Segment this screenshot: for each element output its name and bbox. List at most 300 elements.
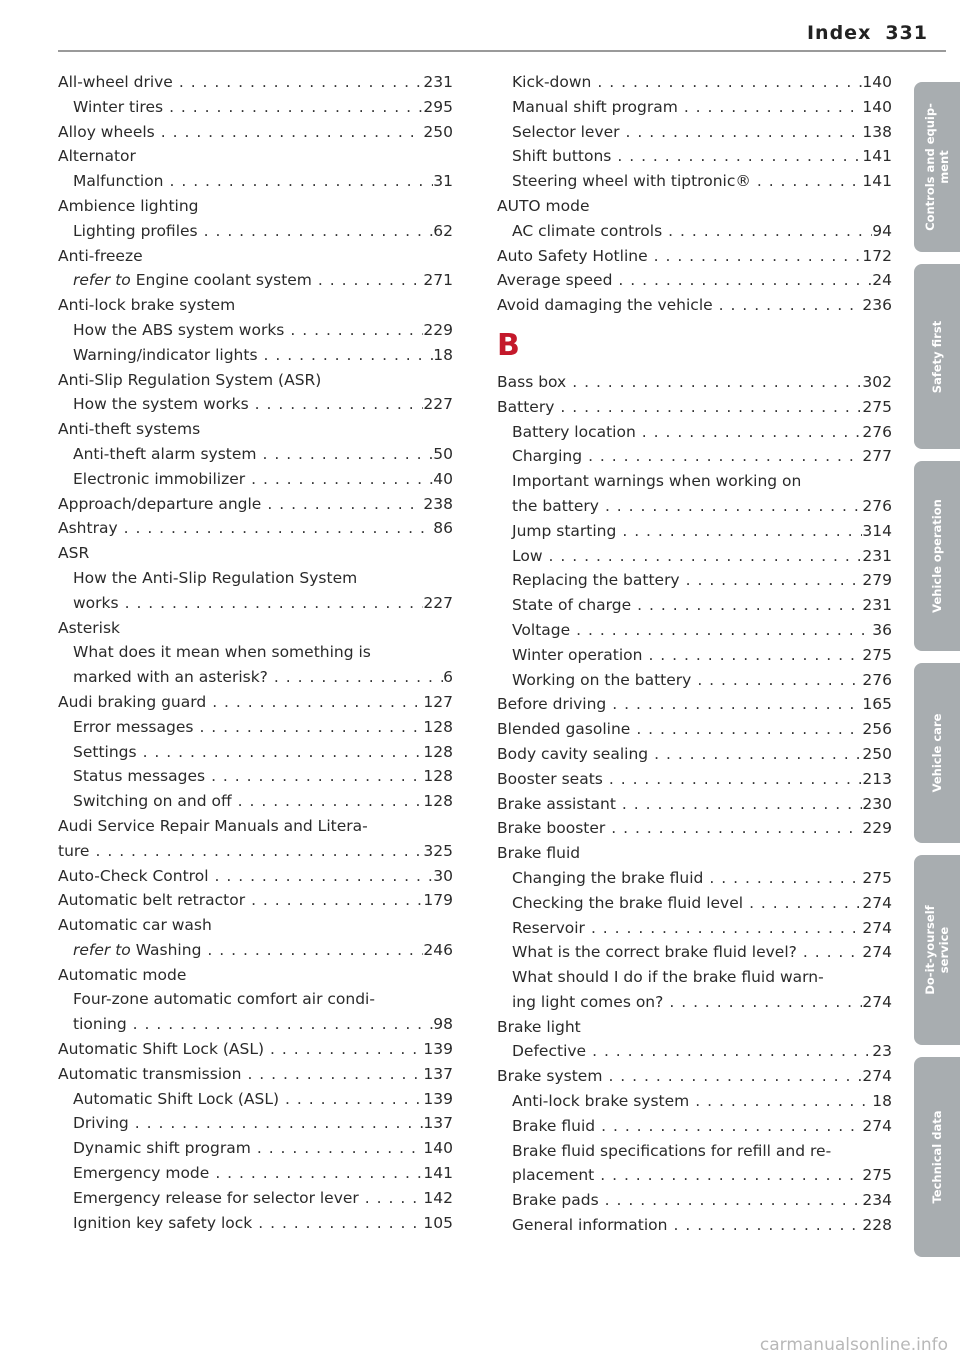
index-entry bbox=[497, 1139, 892, 1164]
dot-leader bbox=[257, 442, 434, 467]
page-ref: 86 bbox=[433, 519, 453, 538]
entry-text bbox=[58, 368, 321, 393]
dot-leader bbox=[648, 742, 862, 767]
page-ref: 275 bbox=[862, 397, 892, 416]
entry-label: Settings bbox=[73, 742, 137, 761]
page-ref: 234 bbox=[862, 1191, 892, 1210]
page-ref: 139 bbox=[423, 1040, 453, 1059]
dot-leader bbox=[603, 767, 863, 792]
dot-leader bbox=[155, 120, 424, 145]
entry-text bbox=[58, 194, 199, 219]
chapter-tab[interactable] bbox=[914, 1057, 960, 1257]
dot-leader bbox=[751, 169, 863, 194]
index-column-left bbox=[58, 70, 453, 1235]
dot-leader bbox=[164, 169, 434, 194]
watermark: carmanualsonline.info bbox=[759, 1335, 948, 1355]
entry-text bbox=[497, 742, 648, 767]
page-ref: 276 bbox=[862, 496, 892, 515]
entry-label: Reservoir bbox=[512, 918, 585, 937]
index-entry bbox=[497, 494, 892, 519]
index-entry bbox=[58, 1062, 453, 1087]
entry-text bbox=[512, 1139, 831, 1164]
page-ref: 277 bbox=[862, 447, 892, 466]
page-ref: 276 bbox=[862, 670, 892, 689]
entry-text bbox=[497, 767, 603, 792]
index-entry bbox=[58, 343, 453, 368]
index-entry bbox=[58, 1111, 453, 1136]
entry-text bbox=[73, 1111, 129, 1136]
index-entry bbox=[497, 568, 892, 593]
index-entry bbox=[58, 616, 453, 641]
index-entry bbox=[497, 816, 892, 841]
refer-to-label: refer to bbox=[73, 271, 131, 290]
index-entry bbox=[497, 866, 892, 891]
page-ref: 128 bbox=[423, 742, 453, 761]
index-entry bbox=[58, 913, 453, 938]
header-title: Index bbox=[806, 22, 872, 44]
entry-label: Kick-down bbox=[512, 73, 592, 91]
index-entry bbox=[58, 1186, 453, 1211]
dot-leader bbox=[678, 95, 863, 120]
entry-text bbox=[512, 544, 543, 569]
entry-label: Status messages bbox=[73, 767, 206, 786]
entry-label: Emergency mode bbox=[73, 1164, 210, 1183]
index-entry bbox=[497, 593, 892, 618]
index-entry bbox=[497, 244, 892, 269]
index-entry bbox=[497, 519, 892, 544]
index-entry bbox=[58, 392, 453, 417]
entry-text bbox=[512, 444, 582, 469]
entry-label: Voltage bbox=[512, 620, 571, 639]
entry-text bbox=[58, 293, 235, 318]
dot-leader bbox=[605, 816, 862, 841]
entry-label: Lighting profiles bbox=[73, 221, 198, 240]
entry-text bbox=[73, 715, 193, 740]
entry-label: Brake fluid specifications for refill and re- bbox=[512, 1141, 832, 1160]
entry-text bbox=[58, 864, 209, 889]
dot-leader bbox=[118, 516, 434, 541]
index-entry bbox=[58, 1087, 453, 1112]
page-ref: 140 bbox=[862, 97, 892, 116]
entry-text bbox=[497, 841, 580, 866]
entry-text bbox=[512, 219, 662, 244]
entry-label: Washing bbox=[135, 940, 202, 959]
entry-label: General information bbox=[512, 1216, 668, 1235]
page-ref: 128 bbox=[423, 767, 453, 786]
entry-label: How the ABS system works bbox=[73, 320, 285, 339]
page-ref: 128 bbox=[423, 792, 453, 811]
dot-leader bbox=[252, 1211, 423, 1236]
entry-label: Automatic Shift Lock (ASL) bbox=[73, 1089, 280, 1108]
entry-label: Auto Safety Hotline bbox=[497, 246, 648, 265]
entry-text bbox=[512, 965, 824, 990]
entry-text bbox=[73, 764, 205, 789]
page-ref: 105 bbox=[423, 1213, 453, 1232]
entry-text bbox=[512, 866, 703, 891]
dot-leader bbox=[595, 1114, 862, 1139]
dot-leader bbox=[616, 792, 863, 817]
index-entry bbox=[497, 767, 892, 792]
dot-leader bbox=[606, 692, 862, 717]
dot-leader bbox=[611, 144, 862, 169]
chapter-tab-line: Vehicle operation bbox=[930, 499, 944, 613]
entry-text bbox=[58, 120, 155, 145]
index-entry bbox=[497, 940, 892, 965]
dot-leader bbox=[620, 120, 863, 145]
chapter-tab-line: Do-it-yourself bbox=[923, 905, 937, 995]
page-ref: 36 bbox=[872, 620, 892, 639]
dot-leader bbox=[127, 1012, 434, 1037]
index-entry bbox=[58, 219, 453, 244]
dot-leader bbox=[205, 764, 423, 789]
index-entry bbox=[497, 965, 892, 990]
entry-text bbox=[58, 417, 200, 442]
entry-label: Automatic car wash bbox=[58, 916, 212, 935]
dot-leader bbox=[680, 568, 863, 593]
dot-leader bbox=[209, 864, 434, 889]
entry-text bbox=[512, 891, 743, 916]
index-entry bbox=[58, 665, 453, 690]
index-entry bbox=[497, 916, 892, 941]
chapter-tab[interactable] bbox=[914, 82, 960, 252]
dot-leader bbox=[359, 1186, 424, 1211]
entry-text bbox=[73, 343, 258, 368]
index-entry bbox=[497, 293, 892, 318]
entry-label: Ambience lighting bbox=[58, 196, 199, 215]
index-entry bbox=[58, 268, 453, 293]
entry-text bbox=[497, 717, 630, 742]
entry-text bbox=[512, 568, 680, 593]
entry-label: Electronic immobilizer bbox=[73, 469, 246, 488]
chapter-tab-label bbox=[930, 320, 944, 392]
entry-text bbox=[58, 492, 261, 517]
entry-text bbox=[58, 839, 89, 864]
index-entry bbox=[58, 70, 453, 95]
entry-text bbox=[512, 1114, 595, 1139]
entry-text bbox=[58, 913, 212, 938]
entry-label: Important warnings when working on bbox=[512, 472, 802, 491]
page-ref: 229 bbox=[862, 819, 892, 838]
dot-leader bbox=[554, 395, 862, 420]
dot-leader bbox=[585, 916, 862, 941]
entry-text bbox=[73, 95, 163, 120]
dot-leader bbox=[268, 665, 443, 690]
entry-label: Checking the brake fluid level bbox=[512, 893, 744, 912]
page-ref: 230 bbox=[862, 794, 892, 813]
page-ref: 141 bbox=[862, 147, 892, 166]
entry-text bbox=[512, 618, 570, 643]
dot-leader bbox=[284, 318, 423, 343]
dot-leader bbox=[89, 839, 423, 864]
entry-text bbox=[512, 643, 642, 668]
index-entry bbox=[497, 95, 892, 120]
entry-label: What is the correct brake fluid level? bbox=[512, 943, 797, 962]
dot-leader bbox=[599, 1188, 863, 1213]
entry-label: Before driving bbox=[497, 695, 607, 714]
index-entry bbox=[497, 717, 892, 742]
dot-leader bbox=[703, 866, 862, 891]
dot-leader bbox=[689, 1089, 872, 1114]
entry-label: Body cavity sealing bbox=[497, 744, 649, 763]
page-ref: 213 bbox=[862, 769, 892, 788]
entry-text bbox=[58, 144, 136, 169]
entry-text bbox=[512, 1039, 586, 1064]
entry-label: What should I do if the brake fluid warn- bbox=[512, 968, 824, 987]
chapter-tab-label bbox=[930, 1110, 944, 1203]
dot-leader bbox=[667, 1213, 862, 1238]
index-entry bbox=[497, 268, 892, 293]
dot-leader bbox=[663, 990, 862, 1015]
entry-text bbox=[512, 1089, 689, 1114]
page-ref: 227 bbox=[423, 593, 453, 612]
index-entry bbox=[58, 417, 453, 442]
dot-leader bbox=[599, 494, 862, 519]
chapter-tab-label bbox=[923, 905, 951, 994]
dot-leader bbox=[201, 938, 423, 963]
chapter-tab[interactable] bbox=[914, 461, 960, 651]
entry-label: Brake assistant bbox=[497, 794, 616, 813]
index-entry bbox=[58, 1211, 453, 1236]
entry-label: Engine coolant system bbox=[135, 271, 312, 290]
index-entry bbox=[58, 864, 453, 889]
page-ref: 23 bbox=[872, 1042, 892, 1061]
chapter-tab-label bbox=[923, 103, 951, 231]
index-entry bbox=[497, 692, 892, 717]
page-ref: 231 bbox=[862, 596, 892, 615]
entry-text bbox=[58, 516, 118, 541]
entry-label: Emergency release for selector lever bbox=[73, 1188, 359, 1207]
entry-label: Anti-lock brake system bbox=[512, 1092, 690, 1111]
index-entry bbox=[497, 643, 892, 668]
page-ref: 18 bbox=[872, 1092, 892, 1111]
index-entry bbox=[497, 891, 892, 916]
page-ref: 325 bbox=[423, 841, 453, 860]
entry-text bbox=[73, 268, 312, 293]
entry-label: works bbox=[73, 593, 119, 612]
dot-leader bbox=[797, 940, 863, 965]
index-entry bbox=[58, 987, 453, 1012]
dot-leader bbox=[691, 668, 862, 693]
entry-label: Automatic belt retractor bbox=[58, 891, 246, 910]
entry-label: What does it mean when something is bbox=[73, 643, 371, 662]
dot-leader bbox=[662, 219, 872, 244]
entry-label: Audi braking guard bbox=[58, 692, 207, 711]
dot-leader bbox=[312, 268, 423, 293]
chapter-tab-line: service bbox=[937, 926, 951, 974]
page-ref: 228 bbox=[862, 1216, 892, 1235]
page-ref: 128 bbox=[423, 717, 453, 736]
chapter-tab[interactable] bbox=[914, 855, 960, 1045]
refer-to-label: refer to bbox=[73, 940, 131, 959]
entry-text bbox=[497, 395, 554, 420]
chapter-tab[interactable] bbox=[914, 264, 960, 449]
page-ref: 275 bbox=[862, 645, 892, 664]
page-ref: 274 bbox=[862, 1067, 892, 1086]
page-ref: 179 bbox=[423, 891, 453, 910]
page-ref: 6 bbox=[443, 668, 453, 687]
entry-label: Anti-theft alarm system bbox=[73, 444, 257, 463]
entry-label: Brake fluid bbox=[512, 1116, 596, 1135]
entry-text bbox=[512, 593, 631, 618]
page-ref: 142 bbox=[423, 1188, 453, 1207]
entry-text bbox=[497, 792, 616, 817]
dot-leader bbox=[232, 789, 424, 814]
entry-label: Defective bbox=[512, 1042, 587, 1061]
entry-label: All-wheel drive bbox=[58, 73, 173, 91]
entry-text bbox=[73, 1211, 252, 1236]
index-entry bbox=[58, 839, 453, 864]
entry-label: Alternator bbox=[58, 147, 136, 166]
dot-leader bbox=[616, 519, 862, 544]
page-ref: 314 bbox=[862, 521, 892, 540]
entry-text bbox=[73, 987, 375, 1012]
entry-label: How the system works bbox=[73, 395, 249, 414]
entry-label: Automatic mode bbox=[58, 965, 187, 984]
page-ref: 302 bbox=[862, 372, 892, 391]
page-ref: 40 bbox=[433, 469, 453, 488]
page-ref: 30 bbox=[433, 866, 453, 885]
index-entry bbox=[58, 120, 453, 145]
entry-text bbox=[512, 120, 620, 145]
header-rule bbox=[58, 50, 946, 52]
index-entry bbox=[497, 742, 892, 767]
entry-label: tioning bbox=[73, 1015, 127, 1034]
page-ref: 98 bbox=[433, 1015, 453, 1034]
entry-label: Asterisk bbox=[58, 618, 121, 637]
chapter-tab-line: Technical data bbox=[930, 1110, 944, 1204]
index-entry bbox=[497, 1039, 892, 1064]
entry-text bbox=[58, 70, 173, 95]
index-entry bbox=[497, 668, 892, 693]
page-ref: 137 bbox=[423, 1114, 453, 1133]
page-ref: 138 bbox=[862, 122, 892, 141]
entry-label: Shift buttons bbox=[512, 147, 612, 166]
index-entry bbox=[497, 792, 892, 817]
chapter-tab-label bbox=[930, 714, 944, 793]
dot-leader bbox=[713, 293, 863, 318]
index-entry bbox=[58, 690, 453, 715]
page-ref: 276 bbox=[862, 422, 892, 441]
page-ref: 139 bbox=[423, 1089, 453, 1108]
index-entry bbox=[58, 814, 453, 839]
entry-text bbox=[58, 963, 186, 988]
dot-leader bbox=[261, 492, 423, 517]
index-column-right bbox=[497, 70, 892, 1238]
entry-text bbox=[73, 1136, 251, 1161]
entry-label: Driving bbox=[73, 1114, 129, 1133]
entry-text bbox=[512, 1213, 667, 1238]
entry-label: Avoid damaging the vehicle bbox=[497, 296, 713, 315]
entry-text bbox=[73, 665, 268, 690]
entry-text bbox=[512, 668, 691, 693]
page-ref: 275 bbox=[862, 868, 892, 887]
entry-text bbox=[73, 169, 164, 194]
entry-label: Low bbox=[512, 546, 543, 565]
entry-text bbox=[58, 616, 120, 641]
index-entry bbox=[497, 1213, 892, 1238]
entry-text bbox=[497, 293, 713, 318]
index-entry bbox=[58, 95, 453, 120]
index-entry bbox=[497, 1188, 892, 1213]
index-entry bbox=[58, 244, 453, 269]
chapter-tab[interactable] bbox=[914, 663, 960, 843]
entry-text bbox=[497, 1015, 581, 1040]
dot-leader bbox=[279, 1087, 423, 1112]
entry-label: Auto-Check Control bbox=[58, 866, 209, 885]
entry-text bbox=[497, 194, 590, 219]
page-ref: 62 bbox=[433, 221, 453, 240]
entry-text bbox=[512, 1188, 599, 1213]
entry-text bbox=[497, 370, 566, 395]
entry-label: Working on the battery bbox=[512, 670, 692, 689]
entry-text bbox=[512, 916, 585, 941]
dot-leader bbox=[249, 392, 424, 417]
entry-text bbox=[512, 144, 611, 169]
page-ref: 250 bbox=[423, 122, 453, 141]
dot-leader bbox=[591, 70, 862, 95]
entry-label: Audi Service Repair Manuals and Litera- bbox=[58, 816, 368, 835]
entry-text bbox=[73, 740, 137, 765]
page-ref: 279 bbox=[862, 571, 892, 590]
index-entry bbox=[497, 70, 892, 95]
page-number: 331 bbox=[885, 22, 928, 44]
entry-text bbox=[512, 469, 801, 494]
page-ref: 236 bbox=[862, 296, 892, 315]
dot-leader bbox=[586, 1039, 872, 1064]
entry-label: Battery location bbox=[512, 422, 636, 441]
entry-text bbox=[73, 1087, 279, 1112]
entry-label: Anti-theft systems bbox=[58, 420, 201, 439]
entry-label: Booster seats bbox=[497, 769, 603, 788]
page-ref: 250 bbox=[862, 744, 892, 763]
index-group-b bbox=[497, 370, 892, 1238]
chapter-tab-label bbox=[930, 499, 944, 613]
dot-leader bbox=[241, 1062, 423, 1087]
dot-leader bbox=[582, 444, 862, 469]
entry-text bbox=[58, 1037, 264, 1062]
page-ref: 227 bbox=[423, 395, 453, 414]
entry-text bbox=[497, 268, 612, 293]
index-entry bbox=[58, 938, 453, 963]
entry-label: How the Anti-Slip Regulation System bbox=[73, 568, 358, 587]
chapter-tab-line: ment bbox=[937, 150, 951, 184]
dot-leader bbox=[648, 244, 863, 269]
index-entry bbox=[58, 194, 453, 219]
entry-label: Switching on and off bbox=[73, 792, 232, 811]
page-ref: 274 bbox=[862, 1116, 892, 1135]
index-entry bbox=[58, 516, 453, 541]
index-entry bbox=[58, 963, 453, 988]
entry-text bbox=[73, 789, 232, 814]
page-ref: 295 bbox=[423, 97, 453, 116]
entry-label: Malfunction bbox=[73, 172, 164, 191]
entry-text bbox=[73, 640, 371, 665]
page-ref: 256 bbox=[862, 720, 892, 739]
index-entry bbox=[497, 194, 892, 219]
entry-text bbox=[58, 888, 245, 913]
entry-label: Replacing the battery bbox=[512, 571, 680, 590]
entry-label: Approach/departure angle bbox=[58, 494, 262, 513]
index-entry bbox=[58, 789, 453, 814]
dot-leader bbox=[119, 591, 424, 616]
entry-text bbox=[497, 692, 606, 717]
page-ref: 231 bbox=[423, 73, 453, 91]
entry-label: marked with an asterisk? bbox=[73, 668, 268, 687]
entry-label: Manual shift program bbox=[512, 97, 678, 116]
dot-leader bbox=[566, 370, 862, 395]
page-ref: 275 bbox=[862, 1166, 892, 1185]
entry-label: Anti-Slip Regulation System (ASR) bbox=[58, 370, 322, 389]
